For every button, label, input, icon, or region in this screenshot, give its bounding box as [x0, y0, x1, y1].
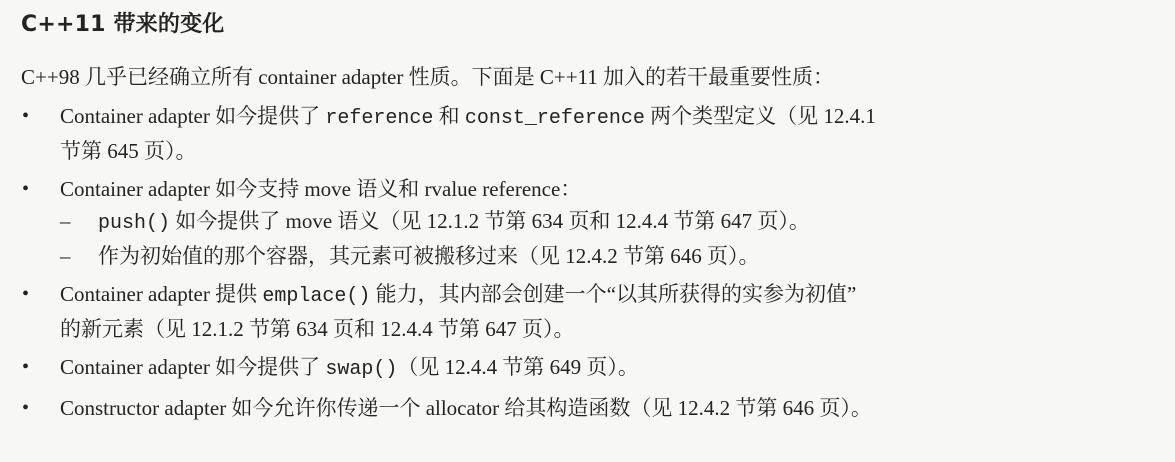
sub-list-item — [0, 205, 1175, 240]
sub-list-item — [0, 240, 1175, 272]
item-text: Container adapter 如今提供了 — [60, 104, 326, 128]
feature-list — [0, 100, 1175, 424]
section-heading: C++11 带来的变化 — [21, 12, 225, 37]
item-line: Container adapter 如今支持 move 语义和 rvalue reference： — [60, 177, 582, 201]
list-item — [0, 351, 1160, 386]
bullet-icon: • — [22, 105, 30, 127]
list-item — [0, 392, 1160, 424]
item-line — [60, 351, 1160, 386]
code-swap: swap() — [325, 358, 398, 381]
sub-item-text: 作为初始值的那个容器，其元素可被搬移过来（见 12.4.2 节第 646 页）。 — [98, 244, 760, 268]
intro-paragraph: C++98 几乎已经确立所有 container adapter 性质。下面是 C++11 加入的若干最重要性质： — [21, 65, 835, 89]
item-line — [60, 278, 1160, 313]
item-text: 能力，其内部会创建一个“以其所获得的实参为初值” — [370, 282, 857, 306]
bullet-icon: • — [22, 356, 30, 378]
bullet-icon: • — [22, 397, 30, 419]
code-push: push() — [98, 212, 171, 235]
bullet-icon: • — [22, 178, 30, 200]
list-item — [0, 278, 1160, 345]
item-text: 两个类型定义（见 12.4.1 — [644, 104, 876, 128]
code-const-reference: const_reference — [464, 107, 645, 130]
item-line: Constructor adapter 如今允许你传递一个 allocator 给其构造函数（见 12.4.2 节第 646 页）。 — [60, 396, 872, 420]
item-text: Container adapter 如今提供了 — [60, 355, 326, 379]
sub-item-text: 如今提供了 move 语义（见 12.1.2 节第 634 页和 12.4.4 节第 647 页）。 — [170, 209, 810, 233]
item-text: Container adapter 提供 — [60, 282, 263, 306]
list-item — [0, 100, 1160, 167]
item-line: 的新元素（见 12.1.2 节第 634 页和 12.4.4 节第 647 页）。 — [60, 317, 575, 341]
code-emplace: emplace() — [262, 285, 371, 308]
item-text: （见 12.4.4 节第 649 页）。 — [397, 355, 639, 379]
dash-icon: – — [60, 244, 71, 268]
item-line — [60, 100, 1160, 135]
dash-icon: – — [60, 209, 71, 233]
item-text: 和 — [433, 104, 465, 128]
bullet-icon: • — [22, 283, 30, 305]
list-item — [0, 173, 1160, 205]
code-reference: reference — [325, 107, 434, 130]
item-line: 节第 645 页）。 — [60, 139, 197, 163]
